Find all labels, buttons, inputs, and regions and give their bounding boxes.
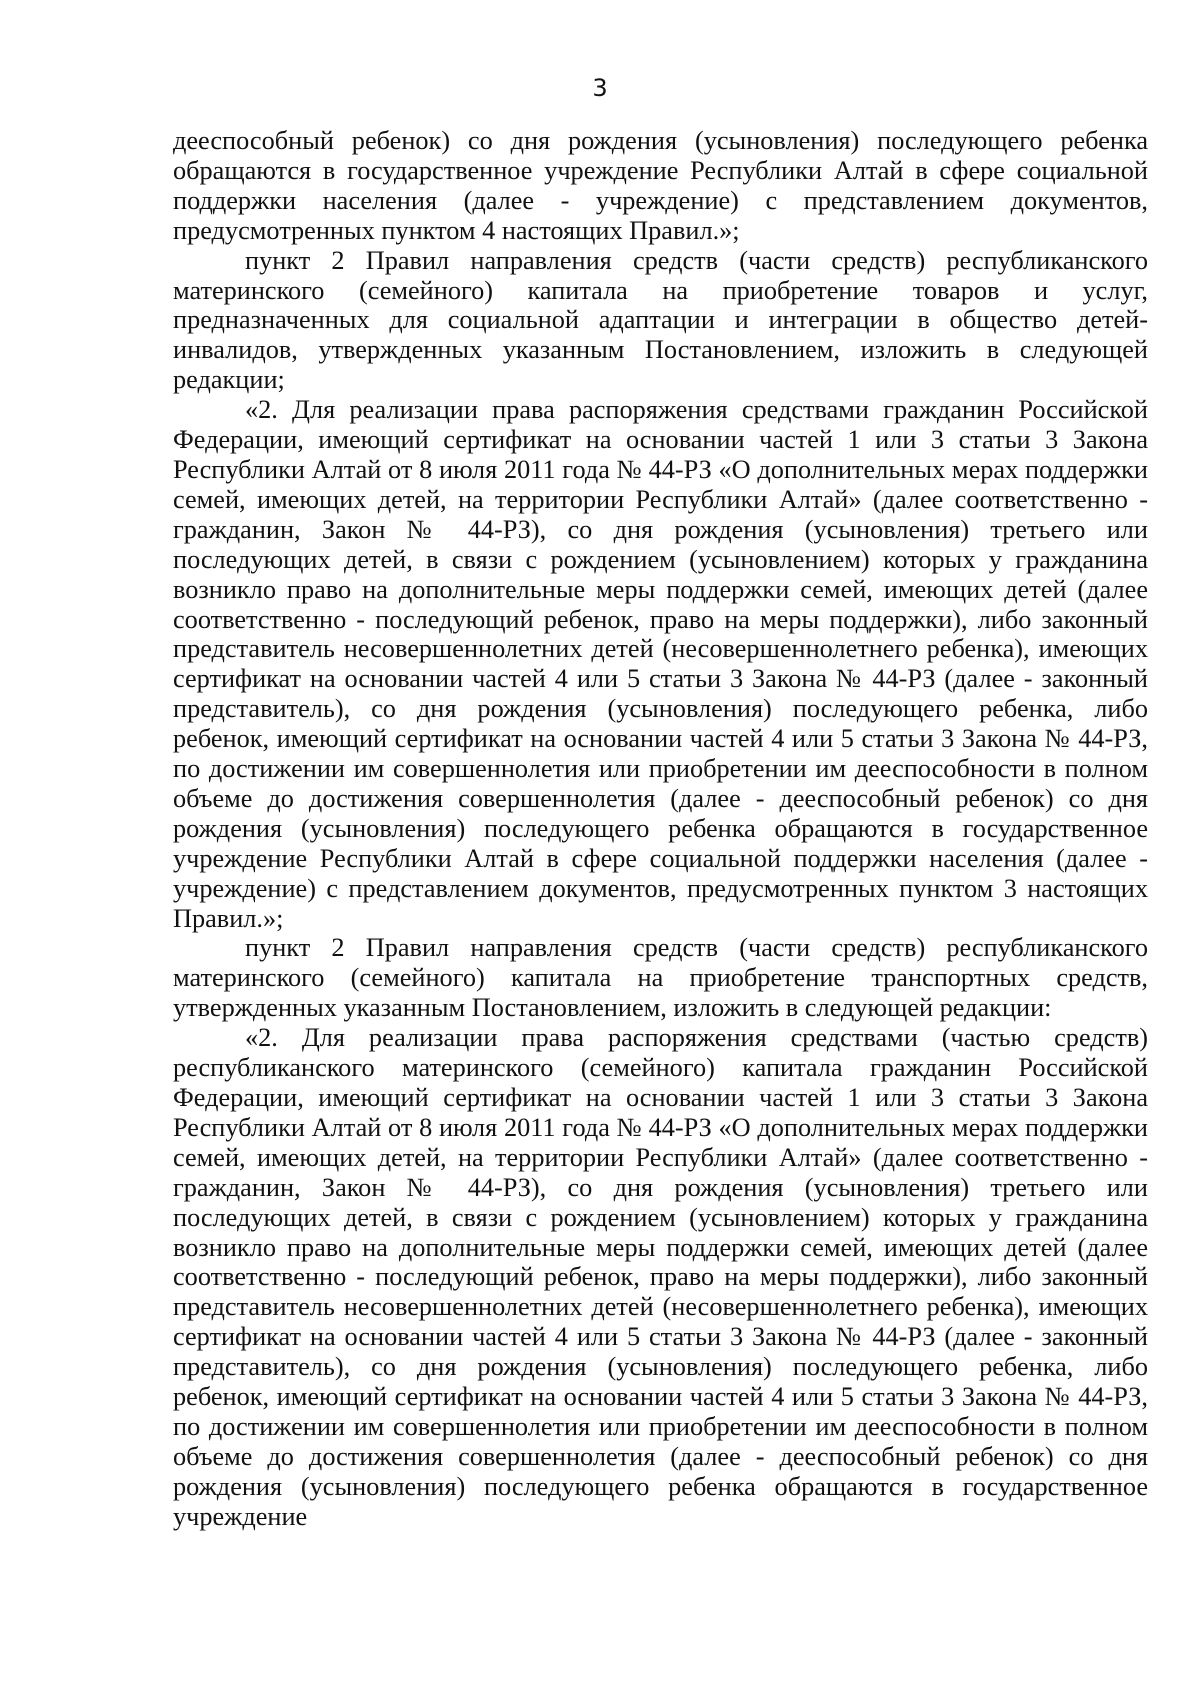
paragraph-continuation: дееспособный ребенок) со дня рождения (усыновления) последующего ребенка обращаются в государственное учреждение Республики Алтай в сфере социальной поддержки населения (далее - учреждение) с представлением документов, предусмотренных пунктом 4 настоящих Правил.»; — [173, 126, 1148, 245]
document-body — [173, 126, 1148, 1532]
paragraph-rule-text-social-adaptation: «2. Для реализации права распоряжения средствами гражданин Российской Федерации, имеющий сертификат на основании частей 1 или 3 статьи 3 Закона Республики Алтай от 8 июля 2011 года № 44-РЗ «О дополнительных мерах поддержки семей, имеющих детей, на территории Республики Алтай» (далее соответственно - гражданин, Закон № 44-РЗ), со дня рождения (усыновления) третьего или последующих детей, в связи с рождением (усыновлением) которых у гражданина возникло право на дополнительные меры поддержки семей, имеющих детей (далее соответственно - последующий ребенок, право на меры поддержки), либо законный представитель несовершеннолетних детей (несовершеннолетнего ребенка), имеющих сертификат на основании частей 4 или 5 статьи 3 Закона № 44-РЗ (далее - законный представитель), со дня рождения (усыновления) последующего ребенка, либо ребенок, имеющий сертификат на основании частей 4 или 5 статьи 3 Закона № 44-РЗ, по достижении им совершеннолетия или приобретении им дееспособности в полном объеме до достижения совершеннолетия (далее - дееспособный ребенок) со дня рождения (усыновления) последующего ребенка обращаются в государственное учреждение Республики Алтай в сфере социальной поддержки населения (далее - учреждение) с представлением документов, предусмотренных пунктом 3 настоящих Правил.»; — [173, 395, 1148, 933]
paragraph-rule-text-transport: «2. Для реализации права распоряжения средствами (частью средств) республиканского материнского (семейного) капитала гражданин Российской Федерации, имеющий сертификат на основании частей 1 или 3 статьи 3 Закона Республики Алтай от 8 июля 2011 года № 44-РЗ «О дополнительных мерах поддержки семей, имеющих детей, на территории Республики Алтай» (далее соответственно - гражданин, Закон № 44-РЗ), со дня рождения (усыновления) третьего или последующих детей, в связи с рождением (усыновлением) которых у гражданина возникло право на дополнительные меры поддержки семей, имеющих детей (далее соответственно - последующий ребенок, право на меры поддержки), либо законный представитель несовершеннолетних детей (несовершеннолетнего ребенка), имеющих сертификат на основании частей 4 или 5 статьи 3 Закона № 44-РЗ (далее - законный представитель), со дня рождения (усыновления) последующего ребенка, либо ребенок, имеющий сертификат на основании частей 4 или 5 статьи 3 Закона № 44-РЗ, по достижении им совершеннолетия или приобретении им дееспособности в полном объеме до достижения совершеннолетия (далее - дееспособный ребенок) со дня рождения (усыновления) последующего ребенка обращаются в государственное учреждение — [173, 1023, 1148, 1531]
paragraph-amendment-social-adaptation: пункт 2 Правил направления средств (части средств) республиканского материнского (семейного) капитала на приобретение товаров и услуг, предназначенных для социальной адаптации и интеграции в общество детей-инвалидов, утвержденных указанным Постановлением, изложить в следующей редакции; — [173, 245, 1148, 395]
paragraph-amendment-transport: пункт 2 Правил направления средств (части средств) республиканского материнского (семейного) капитала на приобретение транспортных средств, утвержденных указанным Постановлением, изложить в следующей редакции: — [173, 933, 1148, 1023]
page-number: 3 — [592, 74, 608, 102]
